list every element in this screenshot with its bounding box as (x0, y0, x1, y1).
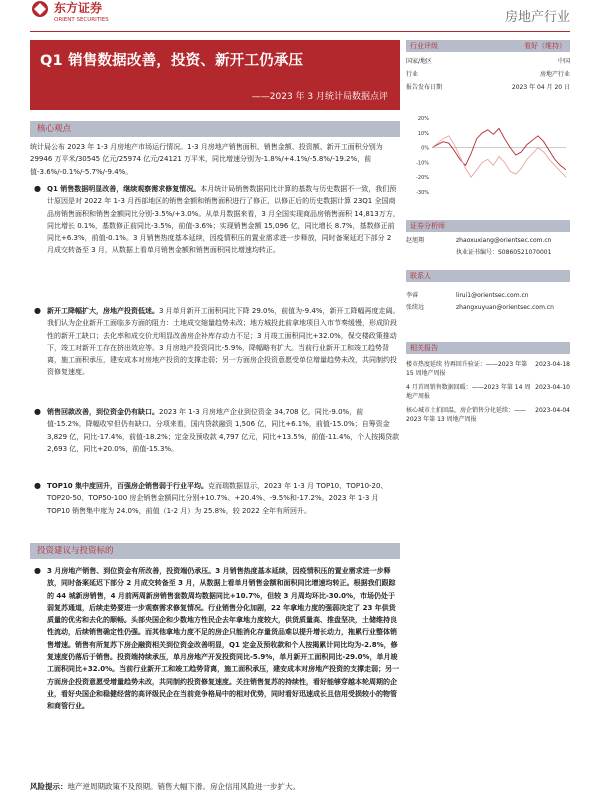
rating-value: 看好（维持） (524, 42, 566, 50)
bullet-text: 克而瑞数据显示，2023 年 1-3 月 TOP10、TOP10-20、TOP20-50、TOP50-100 房企销售金额同比分别+10.7%、+20.4%、-9.5%和-17.2%。2023 年 1-3 月 TOP10 销售集中度为 24.0%，前值（1-2 月）为 25.8%，较 2022 全年有所回升。 (47, 482, 388, 515)
meta-value: 2023 年 04 月 20 日 (511, 84, 570, 91)
top-bar (0, 0, 600, 30)
invest-text: 3 月房地产销售、到位资金有所改善，投资端仍承压。3 月销售热度基本延续，因疫情积压的置业需求进一步释放，同时备案延迟下部分 2 月成交转备至 3 月，从数据上看单月销售金额和面积同比增速均转正。根据我们跟踪的 44 城新房销售，4 月前两周新房销售套数周均数据同比+10.7%，但较 3 月周均环比-30.0%，市场仍处于弱复苏通道，后续走势要进一步观察需求修复情况。行业销售分化加剧，22 年拿地力度的强弱决定了 23 年供货质量的优劣和去化的顺畅。头部央国企和少数地方性民企去年拿地力度较大，供货质量高、推盘坚决，土储维持良性流动，后续销售确定性仍强。而其他拿地力度不足的房企只能消化存量货品难以提升增长动力，拖累行业整体销售增速。销售有所复苏下房企融资相关到位资金改善明显，Q1 定金及预收款和个人按揭累计同比均为-2.8%，修复速度仍落后于销售。投资端持续承压，单月房地产开发投资同比-5.9%，单月新开工面积同比-29.0%，单月竣工面积同比+32.0%。当前行业新开工和竣工趋势背离，施工面积承压，建安成本对房地产投资的支撑走弱；另一方面房企投资意愿受增量趋势未改，共同制约投资修复速度。关注销售复苏的持续性，看好能够穿越本轮周期的企业，看好央国企和稳健经营的高评级民企在当前竞争格局中的相对优势，同时看好迅速成长且信用受损较小的物管和商管行业。 (47, 567, 400, 711)
meta-key: 报告发布日期 (406, 84, 443, 91)
analyst-cert: 执业证书编号：S0860521070001 (456, 249, 552, 256)
rating-heading (406, 40, 570, 52)
related-heading: 相关报告 (406, 342, 570, 354)
meta-row-date (406, 83, 570, 92)
analyst-heading: 证券分析师 (406, 220, 570, 232)
title-banner (30, 40, 400, 110)
analyst-row (406, 236, 570, 245)
index-chart (406, 112, 570, 202)
contact-row (406, 291, 570, 300)
risk-text: 地产逆周期政策不及预期。销售大幅下滑。房企信用风险进一步扩大。 (67, 782, 300, 791)
meta-value: 房地产行业 (539, 71, 570, 78)
related-date: 2023-04-04 (535, 407, 570, 414)
related-date: 2023-04-10 (535, 384, 570, 391)
report-subtitle: ——2023 年 3 月统计局数据点评 (251, 92, 388, 102)
y-tick-label: -10% (416, 160, 429, 167)
meta-row-region (406, 57, 570, 66)
related-title[interactable]: 楼市热度延续 待再回升验证：——2023 年第 15 周地产周报 (406, 361, 528, 377)
contact-row (406, 303, 570, 312)
contact-name: 李睿 (406, 292, 419, 299)
series-line (432, 136, 566, 177)
risk-note (30, 781, 400, 792)
series-line (432, 128, 566, 169)
related-title[interactable]: 核心城市土拍回温，房企销售分化延续：——2023 年第 13 周地产周报 (406, 407, 527, 423)
meta-key: 国家/地区 (406, 58, 433, 65)
related-report[interactable] (406, 360, 570, 378)
header-rule (30, 31, 570, 32)
bullet-lead: TOP10 集中度回升，百强房企销售弱于行业平均。 (47, 482, 209, 490)
y-tick-label: -30% (416, 190, 429, 196)
risk-label: 风险提示： (30, 782, 68, 791)
related-report[interactable] (406, 406, 570, 424)
y-tick-label: -20% (416, 175, 429, 182)
bullet-new-start (30, 305, 400, 405)
brand-logo (28, 0, 158, 26)
bullet-icon: ● (34, 306, 41, 315)
brand-mark-icon (28, 0, 158, 26)
y-tick-label: 20% (417, 116, 429, 122)
bullet-lead: 销售回款改善，到位资金仍有缺口。 (47, 408, 159, 416)
rating-heading-label: 行业评级 (410, 42, 438, 50)
section-invest-heading: 投资建议与投资标的 (30, 543, 400, 559)
meta-row-industry (406, 70, 570, 79)
industry-label: 房地产行业 (504, 10, 570, 25)
analyst-email: zhaoxuxiang@orientsec.com.cn (456, 237, 552, 244)
invest-paragraph (30, 565, 400, 775)
bullet-funds (30, 406, 400, 476)
bullet-icon: ● (34, 407, 41, 416)
contact-heading: 联系人 (406, 270, 570, 282)
y-tick-label: 10% (417, 130, 429, 137)
bullet-icon: ● (34, 566, 41, 575)
analyst-name: 赵旭翔 (406, 237, 425, 244)
section-core-heading: 核心观点 (30, 121, 400, 137)
bullet-icon: ● (34, 184, 41, 193)
bullet-sales (30, 183, 400, 301)
bullet-icon: ● (34, 481, 41, 490)
contact-name: 张续远 (406, 304, 425, 311)
meta-key: 行业 (406, 71, 419, 78)
intro-paragraph: 统计局公布 2023 年 1-3 月房地产市场运行情况。1-3 月房地产销售面积、销售金额、投资额、新开工面积分别为 29946 万平米/30545 亿元/25974 亿元/24121 万平米，同比增速分别为-1.8%/+4.1%/-5.8%/-19.2%，前值-3.6%/-0.1%/-5.7%/-9.4%。 (30, 143, 383, 176)
bullet-top10 (30, 480, 400, 536)
bullet-text: 本月统计局销售数据同比计算的基数与历史数据不一致，我们预计原因是对 2022 年 1-3 月西部地区的销售金额和销售面积进行了修正，以修正后的历史数据计算 23Q1 全国商品房销售面积和销售金额同比分别-3.5%/+3.0%。从单月数据来看，3 月全国实现商品房销售面积 14,813万方，同比增长 0.1%，基数修正前同比-3.5%，前值-3.6%；实现销售金额 15,096 亿，同比增长 8.7%，基数修正前同比+6.3%，前值-0.1%。3 月销售热度基本延续，因疫情积压的置业需求进一步释放，同时备案延迟下部分 2 月成交转备至 3 月，从数据上看单月销售金额和销售面积同比增速均转正。 (47, 185, 400, 255)
related-title[interactable]: 4 月首周销售数据回暖：——2023 年第 14 周地产周报 (406, 384, 531, 400)
related-report[interactable] (406, 383, 570, 401)
bullet-text: 2023 年 1-3 月房地产企业到位资金 34,708 亿，同比-9.0%，前值-15.2%，降幅收窄但仍有缺口。分项来看，国内贷款融资 1,506 亿，同比+6.1%，前值-15.0%；自筹资金 3,829 亿，同比-17.4%，前值-18.2%；定金及预收款 4,797 亿元，同比+13.5%，前值-11.4%，个人按揭贷款 2,693 亿，同比+20.0%，前值-15.3%。 (47, 408, 400, 453)
svg-text:东方证券: 东方证券 (54, 1, 103, 15)
svg-text:ORIENT SECURITIES: ORIENT SECURITIES (54, 17, 109, 23)
bullet-lead: Q1 销售数据明显改善，继续观察需求修复情况。 (47, 185, 201, 193)
bullet-text: 3 月单月新开工面积同比下降 29.0%，前值为-9.4%，新开工降幅再度走阔。我们认为企业新开工面临多方面的阻力：土地成交缩量趋势未改；地方城投此前拿地项目入市节奏缓慢，形成阶段性的新开工缺口；去化率和成交价尤明显改善房企补库存动力不足；3 月竣工面积同比+32.0%，保交楼政策推动下，竣工对新开工存在挤出效应等。3 月房地产投资同比-5.9%，降幅略有扩大。当前行业新开工和竣工趋势背离，施工面积承压，建安成本对房地产投资的支撑走弱；另一方面房企投资意愿受单位增量趋势未改，共同制约投资修复速度。 (47, 307, 400, 377)
y-tick-label: 0% (421, 145, 429, 152)
contact-email: zhangxuyuan@orientsec.com.cn (456, 304, 554, 311)
bullet-lead: 新开工降幅扩大，房地产投资低迷。 (47, 307, 159, 315)
report-title: Q1 销售数据改善，投资、新开工仍承压 (40, 53, 304, 69)
contact-email: lirui1@orientsec.com.cn (456, 292, 529, 299)
related-date: 2023-04-18 (535, 361, 570, 368)
meta-value: 中国 (557, 58, 570, 65)
